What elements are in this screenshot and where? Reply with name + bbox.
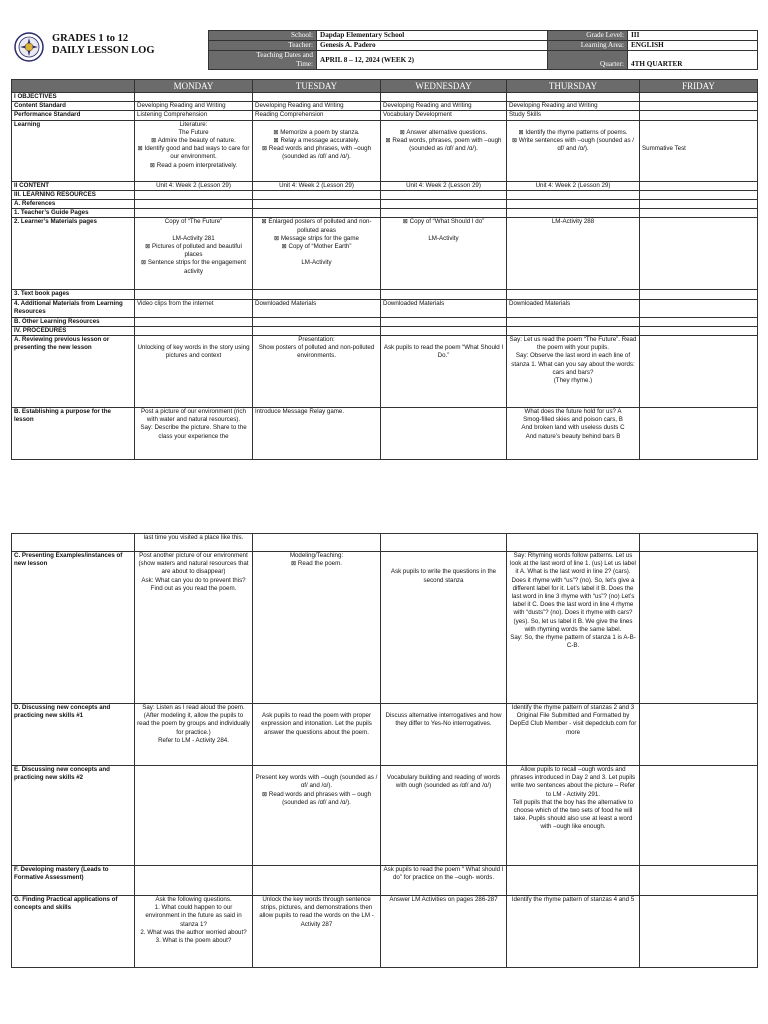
cell-wednesday: ⊠ Answer alternative questions. ⊠ Read words, phrases, poem with –ough (sounded as /ɑf/ and /ɑ/). (381, 120, 507, 181)
row-label: III. LEARNING RESOURCES (12, 190, 135, 199)
cell-wednesday (381, 209, 507, 218)
title-line-1: GRADES 1 to 12 (52, 33, 129, 44)
cell-tuesday: Developing Reading and Writing (253, 102, 381, 111)
cell-tuesday: Presentation: Show posters of polluted and non-polluted environments. (253, 336, 381, 408)
cell-wednesday (381, 317, 507, 326)
cell-tuesday (253, 534, 381, 552)
row-label: 1. Teacher’s Guide Pages (12, 209, 135, 218)
cell-friday (640, 200, 758, 209)
cell-friday (640, 102, 758, 111)
log-title (52, 33, 155, 57)
cell-wednesday: Ask pupils to write the questions in the second stanza (381, 552, 507, 704)
cell-friday (640, 866, 758, 896)
cell-tuesday: Downloaded Materials (253, 299, 381, 317)
cell-monday (135, 93, 253, 102)
dates-label (209, 51, 317, 70)
cell-tuesday (253, 317, 381, 326)
cell-friday (640, 190, 758, 199)
table-row (12, 866, 758, 896)
table-row (12, 534, 758, 552)
lesson-log-table-page-2 (11, 533, 758, 968)
table-row (12, 102, 758, 111)
cell-monday (135, 766, 253, 866)
area-value: ENGLISH (628, 41, 758, 51)
cell-wednesday (381, 93, 507, 102)
cell-tuesday: ⊠ Enlarged posters of polluted and non-polluted areas ⊠ Message strips for the game ⊠ Copy of “Mother Earth” LM-Activity (253, 218, 381, 290)
cell-wednesday (381, 290, 507, 299)
cell-thursday (507, 866, 640, 896)
cell-tuesday: Present key words with –ough (sounded as /ɑf/ and /ɑ/). ⊠ Read words and phrases with – ough (sounded as /ɑf/ and /ɑ/). (253, 766, 381, 866)
grade-label: Grade Level: (548, 31, 628, 41)
cell-thursday (507, 290, 640, 299)
table-body-1 (12, 93, 758, 460)
cell-monday: last time you visited a place like this. (135, 534, 253, 552)
table-row (12, 218, 758, 290)
cell-thursday: Identify the rhyme pattern of stanzas 2 and 3 Original File Submitted and Formatted by DepEd Club Member - visit depedclub.com for more (507, 704, 640, 766)
cell-wednesday: Unit 4: Week 2 (Lesson 29) (381, 181, 507, 190)
cell-friday (640, 408, 758, 460)
cell-wednesday: Vocabulary Development (381, 111, 507, 120)
row-label: C. Presenting Examples/instances of new lesson (12, 552, 135, 704)
dates-value: APRIL 8 – 12, 2024 (WEEK 2) (317, 51, 548, 70)
cell-thursday: Unit 4: Week 2 (Lesson 29) (507, 181, 640, 190)
cell-wednesday (381, 190, 507, 199)
grade-value: III (628, 31, 758, 41)
cell-wednesday: Developing Reading and Writing (381, 102, 507, 111)
table-row (12, 190, 758, 199)
cell-tuesday: Ask pupils to read the poem with proper expression and intonation. Let the pupils answer the questions about the poem. (253, 704, 381, 766)
cell-wednesday: Ask pupils to read the poem “ What should I do” for practice on the –ough- words. (381, 866, 507, 896)
row-label: Content Standard (12, 102, 135, 111)
cell-monday: Say: Listen as I read aloud the poem. (After modeling it, allow the pupils to read the poem by groups and individually for practice.) Refer to LM - Activity 284. (135, 704, 253, 766)
row-label: A. References (12, 200, 135, 209)
day-header-monday: MONDAY (135, 80, 253, 93)
cell-wednesday: ⊠ Copy of “What Should I do” LM-Activity (381, 218, 507, 290)
cell-tuesday (253, 866, 381, 896)
teacher-value: Genesis A. Padero (317, 41, 548, 51)
cell-monday: Listening Comprehension (135, 111, 253, 120)
cell-tuesday: ⊠ Memorize a poem by stanza. ⊠ Relay a message accurately. ⊠ Read words and phrases, with –ough (sounded as /ɑf/ and /ɑ/). (253, 120, 381, 181)
header-info-table (208, 30, 758, 70)
cell-thursday: ⊠ Identify the rhyme patterns of poems. ⊠ Write sentences with –ough (sounded as /ɑf/ and /ɑ/). (507, 120, 640, 181)
cell-monday: Unlocking of key words in the story using pictures and context (135, 336, 253, 408)
table-body-2 (12, 534, 758, 968)
row-label (12, 534, 135, 552)
teacher-label: Teacher: (209, 41, 317, 51)
day-header-blank (12, 80, 135, 93)
cell-monday: Unit 4: Week 2 (Lesson 29) (135, 181, 253, 190)
cell-thursday: Identify the rhyme pattern of stanzas 4 and 5 (507, 896, 640, 968)
cell-tuesday: Unlock the key words through sentence strips, pictures, and demonstrations then allow pupils to read the words on the LM - Activity 287 (253, 896, 381, 968)
cell-friday (640, 552, 758, 704)
table-row (12, 111, 758, 120)
cell-wednesday: Discuss alternative interrogatives and how they differ to Yes-No interrogatives. (381, 704, 507, 766)
cell-wednesday (381, 408, 507, 460)
cell-tuesday (253, 290, 381, 299)
row-label: D. Discussing new concepts and practicing new skills #1 (12, 704, 135, 766)
row-label: F. Developing mastery (Leads to Formative Assessment) (12, 866, 135, 896)
day-header-friday: FRIDAY (640, 80, 758, 93)
row-label: B. Establishing a purpose for the lesson (12, 408, 135, 460)
table-row (12, 408, 758, 460)
cell-monday (135, 200, 253, 209)
cell-monday (135, 209, 253, 218)
row-label: I OBJECTIVES (12, 93, 135, 102)
cell-wednesday: Downloaded Materials (381, 299, 507, 317)
table-row (12, 336, 758, 408)
lesson-log-table-page-1 (11, 79, 758, 460)
cell-friday (640, 704, 758, 766)
cell-friday (640, 299, 758, 317)
cell-tuesday: Reading Comprehension (253, 111, 381, 120)
cell-tuesday: Unit 4: Week 2 (Lesson 29) (253, 181, 381, 190)
cell-wednesday: Vocabulary building and reading of words with ough (sounded as /ɑf/ and /ɑ/) (381, 766, 507, 866)
row-label: 4. Additional Materials from Learning Resources (12, 299, 135, 317)
deped-seal-icon (14, 32, 44, 62)
row-label: G. Finding Practical applications of concepts and skills (12, 896, 135, 968)
cell-monday: Literature: The Future ⊠ Admire the beauty of nature. ⊠ Identify good and bad ways to care for our environment. ⊠ Read a poem interpretatively. (135, 120, 253, 181)
table-row (12, 181, 758, 190)
table-row (12, 93, 758, 102)
dates-label-1: Teaching Dates and (256, 51, 313, 59)
cell-monday (135, 317, 253, 326)
school-label: School: (209, 31, 317, 41)
cell-tuesday: Modeling/Teaching: ⊠ Read the poem. (253, 552, 381, 704)
cell-thursday: Downloaded Materials (507, 299, 640, 317)
cell-wednesday: Answer LM Activities on pages 286-287 (381, 896, 507, 968)
cell-friday (640, 209, 758, 218)
school-value: Dapdap Elementary School (317, 31, 548, 41)
row-label: 3. Text book pages (12, 290, 135, 299)
row-label: A. Reviewing previous lesson or presenting the new lesson (12, 336, 135, 408)
cell-friday (640, 317, 758, 326)
cell-tuesday (253, 190, 381, 199)
cell-monday (135, 866, 253, 896)
cell-wednesday (381, 534, 507, 552)
cell-monday: Post another picture of our environment (show waters and natural resources that are about to disappear) Ask: What can you do to prevent this? Find out as you read the poem. (135, 552, 253, 704)
cell-wednesday (381, 200, 507, 209)
quarter-value: 4TH QUARTER (628, 51, 758, 70)
cell-thursday: What does the future hold for us? A Smog-filled skies and poison cars, B And broken land with useless dusts C And nature’s beauty behind bars B (507, 408, 640, 460)
cell-monday: Ask the following questions. 1. What could happen to our environment in the future as said in stanza 1? 2. What was the author worried about? 3. What is the poem about? (135, 896, 253, 968)
title-line-2: DAILY LESSON LOG (52, 45, 155, 56)
cell-friday: Summative Test (640, 120, 758, 181)
table-row (12, 120, 758, 181)
area-label: Learning Area: (548, 41, 628, 51)
table-row (12, 552, 758, 704)
row-label: II CONTENT (12, 181, 135, 190)
table-row (12, 290, 758, 299)
table-row (12, 704, 758, 766)
cell-thursday (507, 200, 640, 209)
cell-friday (640, 111, 758, 120)
cell-friday (640, 326, 758, 335)
cell-friday (640, 181, 758, 190)
cell-thursday (507, 190, 640, 199)
cell-thursday: Developing Reading and Writing (507, 102, 640, 111)
cell-wednesday (381, 326, 507, 335)
day-header-tuesday: TUESDAY (253, 80, 381, 93)
cell-tuesday (253, 200, 381, 209)
cell-friday (640, 218, 758, 290)
day-header-wednesday: WEDNESDAY (381, 80, 507, 93)
cell-monday: Copy of “The Future” LM-Activity 281 ⊠ Pictures of polluted and beautiful places ⊠ Sentence strips for the engagement activity (135, 218, 253, 290)
cell-thursday (507, 534, 640, 552)
cell-thursday: Study Skills (507, 111, 640, 120)
cell-friday (640, 290, 758, 299)
cell-friday (640, 766, 758, 866)
cell-thursday (507, 317, 640, 326)
cell-thursday (507, 326, 640, 335)
cell-friday (640, 896, 758, 968)
cell-monday (135, 290, 253, 299)
cell-friday (640, 534, 758, 552)
quarter-label: Quarter: (548, 51, 628, 70)
cell-friday (640, 336, 758, 408)
cell-thursday: Allow pupils to recall –ough words and phrases introduced in Day 2 and 3. Let pupils write two sentences about the picture – Refer to LM - Activity 291. Tell pupils that the boy has the alternative to choose which of the two sets of food he will take. Pupils should also use at least a word with –ough like enough. (507, 766, 640, 866)
table-row (12, 299, 758, 317)
cell-tuesday (253, 209, 381, 218)
cell-tuesday: Introduce Message Relay game. (253, 408, 381, 460)
day-header-thursday: THURSDAY (507, 80, 640, 93)
cell-wednesday: Ask pupils to read the poem “What Should I Do.” (381, 336, 507, 408)
cell-thursday (507, 93, 640, 102)
table-row (12, 896, 758, 968)
row-label: E. Discussing new concepts and practicing new skills #2 (12, 766, 135, 866)
table-row (12, 317, 758, 326)
row-label: IV. PROCEDURES (12, 326, 135, 335)
table-row (12, 209, 758, 218)
table-row (12, 766, 758, 866)
cell-thursday: Say: Let us read the poem “The Future”. Read the poem with your pupils. Say: Observe the last word in each line of stanza 1. What can you say about the words: cars and bars? (They rhyme.) (507, 336, 640, 408)
row-label: 2. Learner’s Materials pages (12, 218, 135, 290)
cell-monday (135, 190, 253, 199)
cell-monday: Post a picture of our environment (rich with water and natural resources). Say: Describe the picture. Share to the class your experience the (135, 408, 253, 460)
cell-tuesday (253, 326, 381, 335)
cell-thursday (507, 209, 640, 218)
dates-label-2: Time: (296, 60, 313, 68)
row-label: Learning (12, 120, 135, 181)
table-row (12, 200, 758, 209)
cell-monday: Video clips from the internet (135, 299, 253, 317)
cell-monday (135, 326, 253, 335)
table-row (12, 326, 758, 335)
cell-monday: Developing Reading and Writing (135, 102, 253, 111)
cell-tuesday (253, 93, 381, 102)
cell-thursday: LM-Activity 288 (507, 218, 640, 290)
row-label: Performance Standard (12, 111, 135, 120)
row-label: B. Other Learning Resources (12, 317, 135, 326)
cell-thursday: Say: Rhyming words follow patterns. Let us look at the last word of line 1. (us) Let us label it A. What is the last word in line 2? (cars). Does it rhyme with “us”? (no). So, let’s give a different label for it. Let’s label it B. Does the last word in line 3 rhyme with “us”? (no) Let’s label it C. Does the last word in line 4 rhyme with “dusts”? (no). Does it rhyme with cars? (yes). So, let us label it B. We give the lines with rhyming words the same label. Say: So, the rhyme pattern of stanza 1 is A-B-C-B. (507, 552, 640, 704)
cell-friday (640, 93, 758, 102)
